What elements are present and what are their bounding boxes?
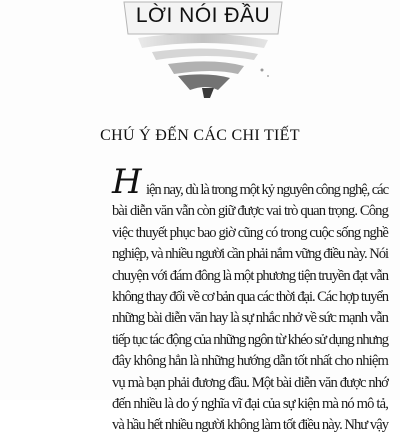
text-line: tiếp tục tác động của những ngôn từ khéo sử dụng nhưng — [112, 332, 388, 348]
text-line: và hầu hết nhiều người không làm tốt điều này. Như vậy — [112, 417, 389, 433]
chapter-title: LỜI NÓI ĐẦU — [135, 4, 271, 27]
text-line: đến nhiều là do ý nghĩa vĩ đại của sự kiện mà nó mô tả, — [112, 396, 389, 412]
text-line: nghiệp, và nhiều người cần phải nắm vững điều này. Nói — [112, 246, 389, 262]
text-line: iện nay, dù là trong một kỷ nguyên công nghệ, các — [146, 182, 389, 198]
text-line: đây không hẳn là những hướng dẫn tốt nhất cho nhiệm — [112, 353, 389, 369]
text-line: việc thuyết phục bao giờ cũng có trong cuộc sống nghề — [112, 225, 388, 241]
text-line: vụ mà bạn phải đương đầu. Một bài diễn văn được nhớ — [112, 375, 388, 391]
text-line: những bài diễn văn hay là sự nhắc nhở về sức mạnh vẫn — [112, 310, 388, 326]
section-title: CHÚ Ý ĐẾN CÁC CHI TIẾT — [100, 127, 300, 144]
text-line: bài diễn văn vẫn còn giữ được vai trò quan trọng. Công — [112, 203, 388, 219]
text-line: không thay đổi về cơ bản qua các thời đại. Các hợp tuyển — [112, 289, 389, 305]
drop-cap-letter: H — [112, 162, 142, 202]
text-line: chuyện với đám đông là một phương tiện truyền đạt vẫn — [112, 268, 389, 284]
